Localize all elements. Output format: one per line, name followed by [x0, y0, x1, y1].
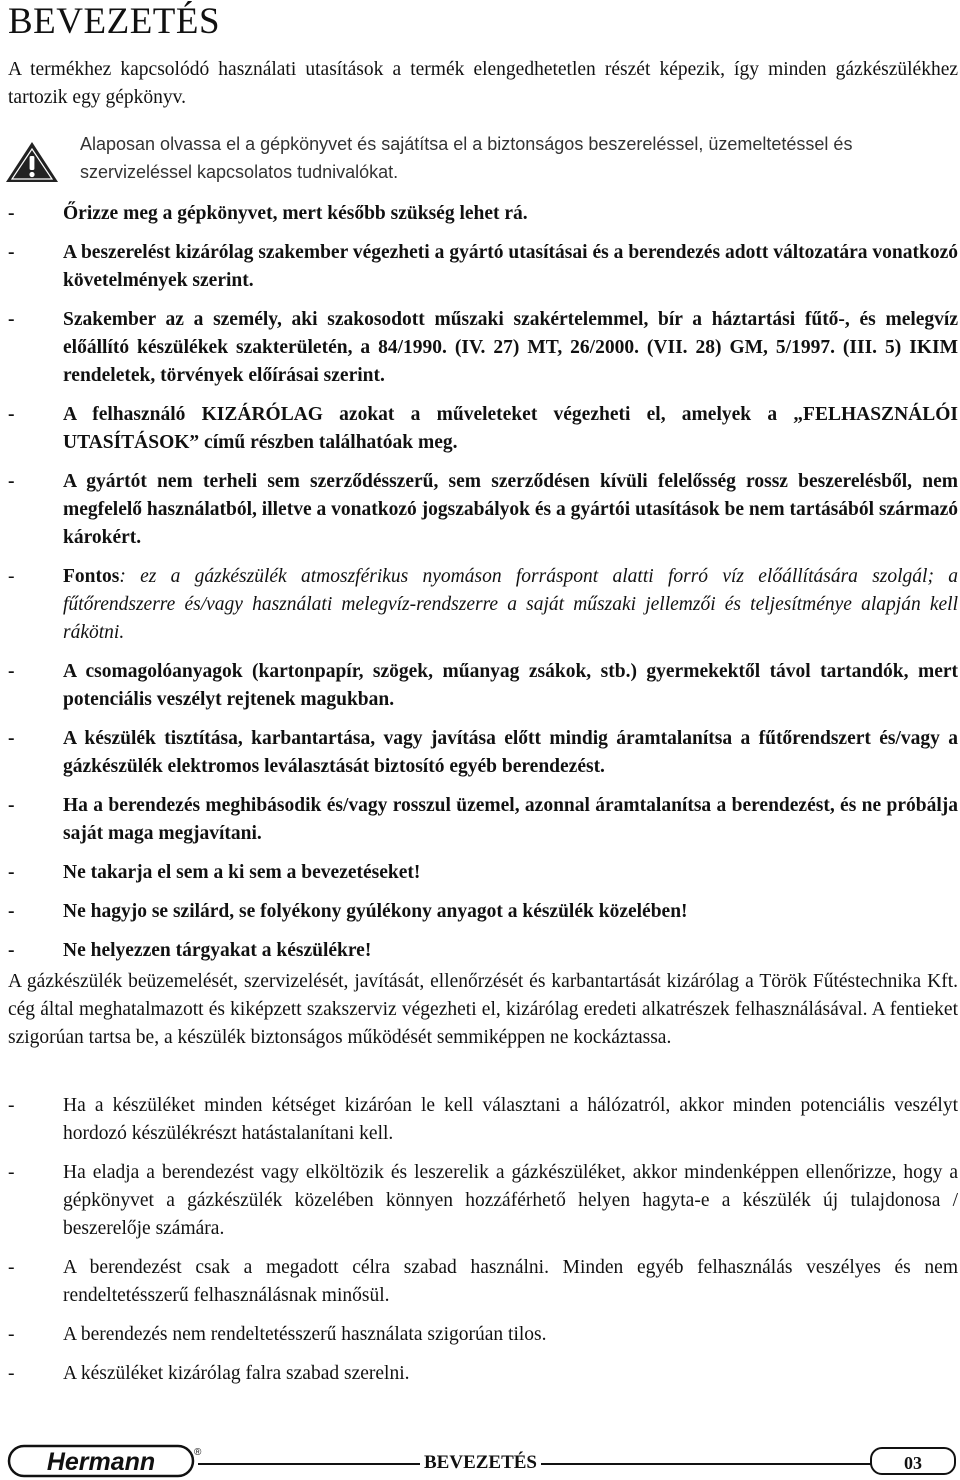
list-item: - A berendezést csak a megadott célra szabad használni. Minden egyéb felhasználás veszélyes és nem rendeltetésszerű felhasználásnak minősül.	[8, 1257, 958, 1306]
list-item: - Ne hagyjo se szilárd, se folyékony gyúlékony anyagot a készülék közelében!	[8, 901, 688, 922]
list-item: - Ne helyezzen tárgyakat a készülékre!	[8, 940, 372, 961]
list-item: - A készülék tisztítása, karbantartása, vagy javítása előtt mindig áramtalanítsa a fűtőrendszert és/vagy a gázkészülék elektromos leválasztását biztosító egyéb berendezést.	[8, 728, 958, 777]
svg-text:Hermann: Hermann	[46, 1448, 156, 1476]
page-number: 03	[870, 1447, 956, 1475]
warning-triangle-icon	[4, 140, 60, 184]
list-item: - A gyártót nem terheli sem szerződésszerű, sem szerződésen kívüli felelősség rossz beszerelésből, nem megfelelő használatból, illetve a vonatkozó jogszabályok és a gyártói utasítások be nem tartásából származó károkért.	[8, 471, 958, 548]
list-item: - Ha a berendezés meghibásodik és/vagy rosszul üzemel, azonnal áramtalanítsa a berendezést, és ne próbálja saját maga megjavítani.	[8, 795, 958, 844]
list-item: - A berendezés nem rendeltetésszerű használata szigorúan tilos.	[8, 1324, 547, 1345]
list-item: - Ne takarja el sem a ki sem a bevezetéseket!	[8, 862, 421, 883]
page-footer	[0, 1440, 960, 1480]
list-item: - A készüléket kizárólag falra szabad szerelni.	[8, 1363, 410, 1384]
intro-paragraph: A termékhez kapcsolódó használati utasítások a termék elengedhetetlen részét képezik, így minden gázkészülékhez tartozik egy gépkönyv.	[8, 59, 958, 108]
safety-list	[8, 200, 958, 965]
service-paragraph: A gázkészülék beüzemelését, szervizelését, javítását, ellenőrzését és karbantartását kizárólag a Török Fűtéstechnika Kft. cég által meghatalmazott és kiképzett szakszerviz végezheti el, kizárólag eredeti alkatrészek felhasználásával. A fentieket szigorúan tartsa be, a készülék biztonságos működését semmiképpen ne kockáztassa.	[8, 971, 958, 1048]
list-item: - Őrizze meg a gépkönyvet, mert később szükség lehet rá.	[8, 203, 528, 224]
footer-section-title: BEVEZETÉS	[420, 1451, 541, 1475]
usage-list	[8, 1092, 958, 1388]
list-item: - Ha a készüléket minden kétséget kizáróan le kell választani a hálózatról, akkor minden potenciális veszélyt hordozó készülékrészt hatástalanítani kell.	[8, 1095, 958, 1144]
list-item: - Szakember az a személy, aki szakosodott műszaki szakértelemmel, bír a háztartási fűtő-, és melegvíz előállító készülékek szakterületén, a 84/1990. (IV. 27) MT, 26/2000. (VII. 28) GM, 5/1997. (III. 5) IKIM rendeletek, törvények előírásai szerint.	[8, 309, 958, 386]
hermann-logo	[8, 1444, 200, 1478]
svg-text:®: ®	[194, 1447, 202, 1458]
page-title: BEVEZETÉS	[8, 1, 221, 42]
warning-text: Alaposan olvassa el a gépkönyvet és sajátítsa el a biztonságos beszereléssel, üzemeltetéssel és szervizeléssel kapcsolatos tudnivalókat.	[80, 134, 853, 182]
important-note: - Fontos: ez a gázkészülék atmoszférikus nyomáson forráspont alatti forró víz előállítására szolgál; a fűtőrendszerre és/vagy használati melegvíz-rendszerre a saját műszaki jellemzői és teljesítménye alapján kell rákötni.	[8, 566, 958, 643]
important-label: Fontos	[63, 566, 120, 587]
list-item: - A beszerelést kizárólag szakember végezheti a gyártó utasításai és a berendezés adott változatára vonatkozó követelmények szerint.	[8, 242, 958, 291]
list-item: - Ha eladja a berendezést vagy elköltözik és leszerelik a gázkészüléket, akkor mindenképpen ellenőrizze, hogy a gépkönyvet a gázkészülék közelében könnyen hozzáférhető helyen hagyta-e a készülék új tulajdonosa / beszerelője számára.	[8, 1162, 958, 1239]
list-item: - A felhasználó KIZÁRÓLAG azokat a műveleteket végezheti el, amelyek a „FELHASZNÁLÓI UTASÍTÁSOK” című részben találhatóak meg.	[8, 404, 958, 453]
list-item: - A csomagolóanyagok (kartonpapír, szögek, műanyag zsákok, stb.) gyermekektől távol tartandók, mert potenciális veszélyt rejtenek magukban.	[8, 661, 958, 710]
